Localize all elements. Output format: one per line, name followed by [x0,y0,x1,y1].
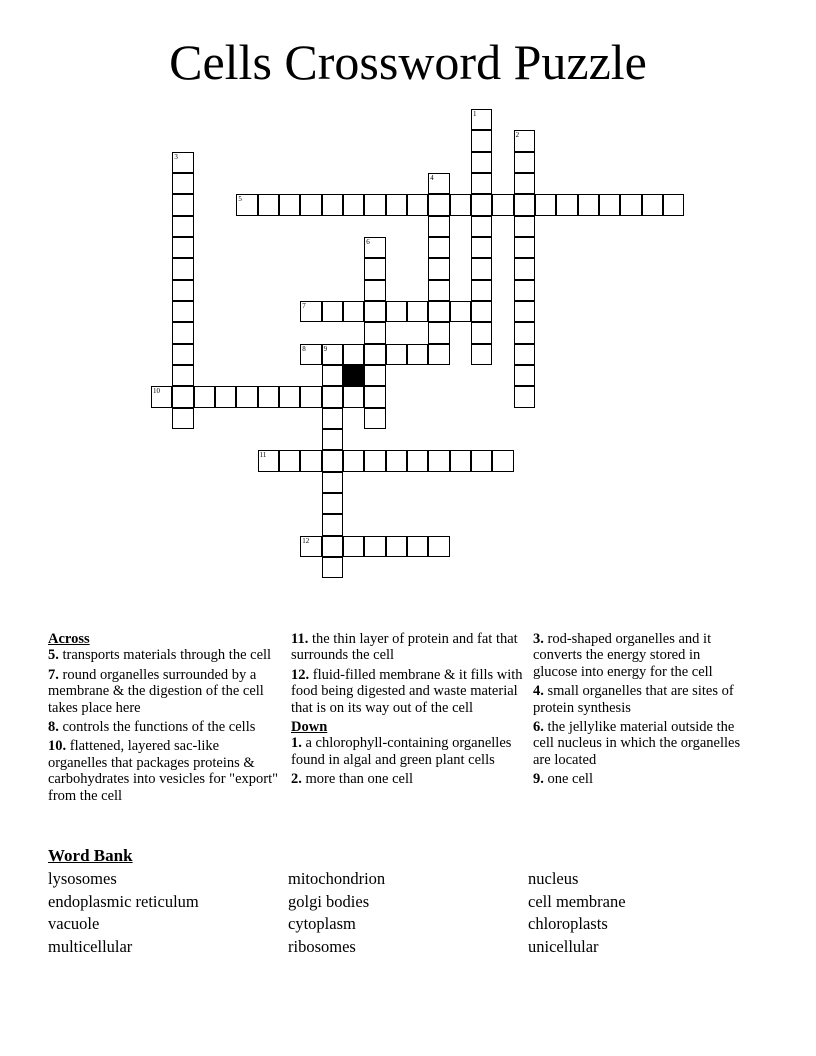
grid-cell[interactable] [258,194,279,215]
grid-cell[interactable] [620,194,641,215]
grid-cell-number: 10 [153,387,160,396]
grid-cell[interactable] [364,386,385,407]
grid-cell-number: 12 [302,536,310,545]
grid-cell[interactable] [535,194,556,215]
clue-across-12: 12. fluid-filled membrane & it fills with food being digested and waste material that is on its way out of the cell [291,666,523,716]
grid-cell-number: 3 [174,152,178,161]
grid-cell[interactable] [471,130,492,151]
grid-cell[interactable] [514,344,535,365]
grid-cell[interactable] [407,194,428,215]
grid-cell[interactable] [386,536,407,557]
grid-cell[interactable] [471,237,492,258]
clue-down-9: 9. one cell [533,771,593,788]
grid-cell[interactable] [343,301,364,322]
grid-cell[interactable] [471,194,492,215]
grid-cell[interactable] [300,301,321,322]
grid-cell[interactable] [407,344,428,365]
grid-cell[interactable] [663,194,684,215]
word-bank-item: vacuole [48,914,100,933]
word-bank-column-2 [288,868,385,958]
grid-cell-number: 6 [366,237,370,246]
grid-cell[interactable] [364,258,385,279]
grid-cell[interactable] [428,344,449,365]
word-bank-heading: Word Bank [48,846,133,865]
across-heading: Across [48,631,90,647]
grid-cell[interactable] [258,450,279,471]
grid-cell[interactable] [322,514,343,535]
grid-cell[interactable] [322,429,343,450]
down-column [533,631,748,791]
grid-cell[interactable] [300,536,321,557]
grid-cell[interactable] [279,450,300,471]
puzzle-title: Cells Crossword Puzzle [169,34,647,90]
grid-cell[interactable] [492,194,513,215]
word-bank-item: nucleus [528,869,579,888]
grid-cell[interactable] [343,450,364,471]
grid-cell[interactable] [514,386,535,407]
grid-cell[interactable] [514,301,535,322]
clue-down-6: 6. the jellylike material outside the cell nucleus in which the organelles are located [533,719,741,768]
clue-down-4: 4. small organelles that are sites of protein synthesis [533,683,734,716]
grid-cell[interactable] [407,301,428,322]
grid-cell-number: 4 [430,173,434,182]
grid-cell[interactable] [407,450,428,471]
clue-across-7: 7. round organelles surrounded by a membrane & the digestion of the cell takes place here [48,666,264,716]
grid-cell[interactable] [407,536,428,557]
grid-cell[interactable] [279,386,300,407]
grid-cell[interactable] [514,365,535,386]
grid-cell[interactable] [322,536,343,557]
grid-cell[interactable] [300,344,321,365]
grid-cell-number: 2 [515,131,520,140]
grid-cell[interactable] [343,386,364,407]
grid-cell[interactable] [215,386,236,407]
across-column-1 [48,631,280,807]
grid-cell[interactable] [322,301,343,322]
grid-cell[interactable] [514,322,535,343]
grid-cell[interactable] [364,322,385,343]
grid-cell[interactable] [450,194,471,215]
grid-cell[interactable] [471,173,492,194]
clue-across-8: 8. controls the functions of the cells [48,719,256,736]
grid-cell[interactable] [450,450,471,471]
grid-cell[interactable] [364,237,385,258]
grid-cell[interactable] [471,216,492,237]
grid-cell[interactable] [322,194,343,215]
grid-cell[interactable] [428,280,449,301]
grid-cell[interactable] [172,280,193,301]
grid-cell[interactable] [322,472,343,493]
grid-cell[interactable] [642,194,663,215]
grid-cell[interactable] [300,194,321,215]
grid-cell[interactable] [322,557,343,578]
grid-cell[interactable] [364,280,385,301]
grid-cell[interactable] [364,450,385,471]
grid-cell[interactable] [471,152,492,173]
grid-cell[interactable] [514,280,535,301]
word-bank-item: multicellular [48,936,133,956]
grid-cell[interactable] [172,408,193,429]
grid-cell[interactable] [343,194,364,215]
grid-cell[interactable] [364,194,385,215]
word-bank-item: golgi bodies [288,891,370,911]
grid-cell[interactable] [471,322,492,343]
grid-cell[interactable] [236,194,257,215]
grid-cell[interactable] [172,258,193,279]
grid-cell[interactable] [471,344,492,365]
word-bank-item: lysosomes [48,869,117,888]
grid-cell[interactable] [599,194,620,215]
down-heading: Down [291,719,328,736]
grid-cell[interactable] [428,536,449,557]
grid-cell[interactable] [322,344,343,365]
grid-cell[interactable] [428,258,449,279]
grid-cell-number: 11 [259,451,267,460]
grid-cell[interactable] [322,493,343,514]
grid-cell[interactable] [514,173,535,194]
grid-cell[interactable] [364,536,385,557]
grid-cell-number: 5 [238,195,242,204]
grid-cell[interactable] [428,301,449,322]
grid-cell-number: 1 [472,110,477,118]
grid-cell[interactable] [364,344,385,365]
grid-cell-blocked [343,365,364,386]
clue-across-11: 11. the thin layer of protein and fat that surrounds the cell [291,631,518,664]
grid-cell[interactable] [471,258,492,279]
grid-cell-number: 8 [302,344,306,353]
grid-cell[interactable] [578,194,599,215]
grid-cell[interactable] [514,237,535,258]
grid-cell[interactable] [386,344,407,365]
word-bank-item: chloroplasts [528,914,608,933]
grid-cell[interactable] [364,301,385,322]
grid-cell-number: 9 [323,344,328,353]
grid-cell[interactable] [386,301,407,322]
grid-cell[interactable] [194,386,215,407]
grid-cell[interactable] [258,386,279,407]
grid-cell[interactable] [172,237,193,258]
grid-cell[interactable] [471,280,492,301]
grid-cell[interactable] [343,536,364,557]
word-bank-column-3 [528,868,626,958]
grid-cell[interactable] [322,386,343,407]
across-column-2 [291,631,523,791]
grid-cell[interactable] [428,237,449,258]
grid-cell[interactable] [172,216,193,237]
grid-cell[interactable] [428,216,449,237]
grid-cell[interactable] [172,386,193,407]
grid-cell[interactable] [514,152,535,173]
grid-cell[interactable] [492,450,513,471]
grid-cell[interactable] [514,216,535,237]
grid-cell[interactable] [364,408,385,429]
word-bank-item: cytoplasm [288,914,356,933]
grid-cell[interactable] [514,258,535,279]
grid-cell-number: 7 [302,301,306,310]
word-bank-item: endoplasmic reticulum [48,891,199,911]
clue-down-3: 3. rod-shaped organelles and it converts the energy stored in glucose into energy for the cell [533,631,713,680]
grid-cell[interactable] [471,109,492,130]
grid-cell[interactable] [300,386,321,407]
grid-cell[interactable] [236,386,257,407]
grid-cell[interactable] [172,173,193,194]
grid-cell[interactable] [151,386,172,407]
grid-cell[interactable] [364,365,385,386]
grid-cell[interactable] [514,194,535,215]
grid-cell[interactable] [322,365,343,386]
word-bank-item: mitochondrion [288,869,386,888]
clue-down-1: 1. a chlorophyll-containing organelles found in algal and green plant cells [291,735,512,768]
word-bank-item: cell membrane [528,891,626,911]
grid-cell[interactable] [343,344,364,365]
word-bank-item: unicellular [528,936,599,956]
grid-cell[interactable] [428,322,449,343]
grid-cell[interactable] [428,194,449,215]
word-bank-column-1 [48,868,199,958]
grid-cell[interactable] [172,344,193,365]
word-bank-item: ribosomes [288,936,356,956]
grid-cell[interactable] [428,173,449,194]
grid-cell[interactable] [450,301,471,322]
grid-cell[interactable] [172,322,193,343]
grid-cell[interactable] [471,301,492,322]
grid-cell[interactable] [556,194,577,215]
clue-across-10: 10. flattened, layered sac-like organelles that packages proteins & carbohydrates into vesicles for "export" from the cell [48,738,279,804]
grid-cell[interactable] [386,194,407,215]
grid-cell[interactable] [428,450,449,471]
grid-cell[interactable] [172,365,193,386]
clue-across-5: 5. transports materials through the cell [48,647,272,664]
grid-cell[interactable] [322,408,343,429]
grid-cell[interactable] [172,194,193,215]
grid-cell[interactable] [279,194,300,215]
grid-cell[interactable] [471,450,492,471]
grid-cell[interactable] [172,152,193,173]
grid-cell[interactable] [300,450,321,471]
grid-cell[interactable] [514,130,535,151]
grid-cell[interactable] [172,301,193,322]
clue-down-2: 2. more than one cell [291,771,413,788]
grid-cell[interactable] [322,450,343,471]
grid-cell[interactable] [386,450,407,471]
